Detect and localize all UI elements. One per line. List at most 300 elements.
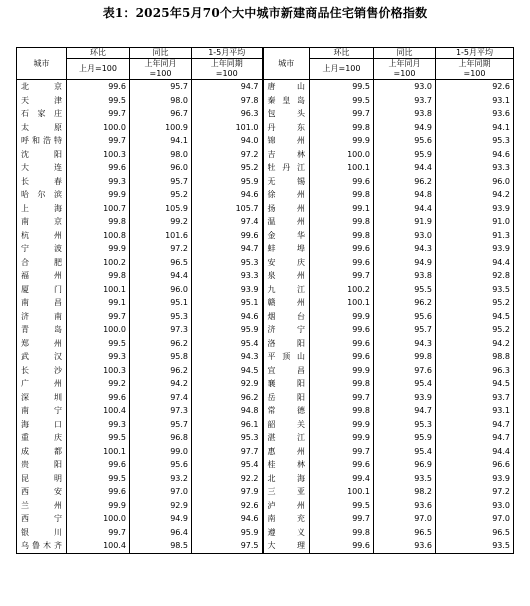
ytd-value-left: 95.4	[192, 337, 263, 351]
mom-value-right: 99.8	[310, 215, 374, 229]
table-row	[17, 404, 514, 418]
city-name-left: 昆明	[17, 472, 67, 486]
yoy-value-left: 99.0	[130, 445, 192, 459]
yoy-value-left: 95.7	[130, 175, 192, 189]
city-name-right: 三亚	[263, 485, 310, 499]
table-row	[17, 161, 514, 175]
yoy-value-left: 93.2	[130, 472, 192, 486]
ytd-value-right: 93.6	[436, 107, 514, 121]
mom-value-left: 100.7	[67, 202, 130, 216]
ytd-value-right: 94.7	[436, 418, 514, 432]
yoy-value-right: 95.6	[374, 310, 436, 324]
city-name-right: 南充	[263, 512, 310, 526]
yoy-value-right: 93.0	[374, 80, 436, 94]
yoy-value-right: 94.9	[374, 121, 436, 135]
city-name-right: 洛阳	[263, 337, 310, 351]
city-name-right: 泸州	[263, 499, 310, 513]
mom-value-left: 100.1	[67, 283, 130, 297]
mom-value-left: 99.5	[67, 472, 130, 486]
mom-value-right: 99.8	[310, 404, 374, 418]
mom-value-right: 99.6	[310, 539, 374, 553]
city-name-right: 秦皇岛	[263, 94, 310, 108]
yoy-value-left: 95.3	[130, 310, 192, 324]
city-name-right: 湛江	[263, 431, 310, 445]
mom-value-right: 99.8	[310, 229, 374, 243]
yoy-value-right: 93.7	[374, 94, 436, 108]
city-name-right: 宜昌	[263, 364, 310, 378]
table-row	[17, 485, 514, 499]
mom-value-right: 99.6	[310, 175, 374, 189]
table-row	[17, 80, 514, 94]
city-name-left: 银川	[17, 526, 67, 540]
mom-value-left: 100.0	[67, 323, 130, 337]
table-row	[17, 283, 514, 297]
header-yoy-left: 同比	[130, 48, 192, 59]
yoy-value-left: 96.0	[130, 283, 192, 297]
table-row	[17, 337, 514, 351]
ytd-value-left: 94.3	[192, 350, 263, 364]
city-name-right: 吉林	[263, 148, 310, 162]
city-name-right: 北海	[263, 472, 310, 486]
yoy-value-right: 94.3	[374, 337, 436, 351]
mom-value-right: 100.1	[310, 296, 374, 310]
yoy-value-left: 96.7	[130, 107, 192, 121]
table-row	[17, 202, 514, 216]
yoy-value-right: 94.8	[374, 188, 436, 202]
table-row	[17, 296, 514, 310]
mom-value-left: 99.7	[67, 134, 130, 148]
ytd-value-left: 97.2	[192, 148, 263, 162]
mom-value-right: 99.6	[310, 337, 374, 351]
yoy-value-left: 96.2	[130, 364, 192, 378]
table-row	[17, 121, 514, 135]
yoy-value-left: 98.0	[130, 148, 192, 162]
mom-value-left: 99.3	[67, 175, 130, 189]
city-name-right: 蚌埠	[263, 242, 310, 256]
header-city-left: 城市	[17, 48, 67, 80]
ytd-value-right: 93.5	[436, 283, 514, 297]
mom-value-left: 99.6	[67, 485, 130, 499]
ytd-value-right: 94.7	[436, 431, 514, 445]
yoy-value-left: 95.1	[130, 296, 192, 310]
yoy-value-left: 97.2	[130, 242, 192, 256]
city-name-right: 大理	[263, 539, 310, 553]
yoy-value-right: 95.5	[374, 283, 436, 297]
mom-value-left: 100.3	[67, 148, 130, 162]
mom-value-right: 99.9	[310, 431, 374, 445]
ytd-value-left: 95.2	[192, 161, 263, 175]
yoy-value-left: 94.2	[130, 377, 192, 391]
table-row	[17, 148, 514, 162]
mom-value-right: 99.9	[310, 310, 374, 324]
yoy-value-left: 105.9	[130, 202, 192, 216]
city-name-right: 泉州	[263, 269, 310, 283]
header-mom-base-left: 上月=100	[67, 59, 130, 80]
city-name-left: 南宁	[17, 404, 67, 418]
mom-value-right: 99.6	[310, 458, 374, 472]
mom-value-right: 99.5	[310, 499, 374, 513]
city-name-right: 岳阳	[263, 391, 310, 405]
city-name-left: 厦门	[17, 283, 67, 297]
city-name-right: 九江	[263, 283, 310, 297]
ytd-value-right: 97.0	[436, 512, 514, 526]
ytd-value-right: 97.2	[436, 485, 514, 499]
ytd-value-right: 91.3	[436, 229, 514, 243]
city-name-left: 重庆	[17, 431, 67, 445]
ytd-value-left: 92.6	[192, 499, 263, 513]
yoy-value-right: 95.4	[374, 377, 436, 391]
mom-value-left: 99.5	[67, 94, 130, 108]
ytd-value-left: 92.9	[192, 377, 263, 391]
table-row	[17, 526, 514, 540]
yoy-value-left: 94.1	[130, 134, 192, 148]
ytd-value-right: 93.9	[436, 472, 514, 486]
yoy-value-left: 95.7	[130, 418, 192, 432]
mom-value-right: 100.1	[310, 485, 374, 499]
mom-value-right: 99.6	[310, 242, 374, 256]
mom-value-right: 99.7	[310, 512, 374, 526]
ytd-value-left: 96.1	[192, 418, 263, 432]
table-row	[17, 323, 514, 337]
ytd-value-left: 97.5	[192, 539, 263, 553]
ytd-value-right: 96.6	[436, 458, 514, 472]
city-name-right: 牡丹江	[263, 161, 310, 175]
city-name-left: 南昌	[17, 296, 67, 310]
city-name-left: 青岛	[17, 323, 67, 337]
city-name-left: 天津	[17, 94, 67, 108]
ytd-value-right: 94.2	[436, 337, 514, 351]
city-name-right: 锦州	[263, 134, 310, 148]
ytd-value-left: 95.9	[192, 526, 263, 540]
city-name-right: 烟台	[263, 310, 310, 324]
yoy-value-right: 94.4	[374, 161, 436, 175]
yoy-value-right: 96.2	[374, 175, 436, 189]
ytd-value-left: 95.3	[192, 256, 263, 270]
ytd-value-right: 94.4	[436, 256, 514, 270]
header-yoy-base-right-2: =100	[374, 69, 436, 80]
table-row	[17, 539, 514, 553]
table-row	[17, 256, 514, 270]
header-ytd-base-left-1: 上年同期	[192, 59, 263, 70]
table-row	[17, 431, 514, 445]
mom-value-right: 100.1	[310, 161, 374, 175]
mom-value-right: 99.7	[310, 445, 374, 459]
header-yoy-right: 同比	[374, 48, 436, 59]
mom-value-right: 99.8	[310, 526, 374, 540]
yoy-value-right: 95.3	[374, 418, 436, 432]
city-name-right: 扬州	[263, 202, 310, 216]
yoy-value-right: 93.6	[374, 499, 436, 513]
header-mom-left: 环比	[67, 48, 130, 59]
city-name-left: 合肥	[17, 256, 67, 270]
table-row	[17, 418, 514, 432]
header-yoy-base-right-1: 上年同月	[374, 59, 436, 70]
mom-value-right: 99.8	[310, 121, 374, 135]
mom-value-right: 99.8	[310, 188, 374, 202]
yoy-value-left: 99.2	[130, 215, 192, 229]
mom-value-left: 99.6	[67, 161, 130, 175]
city-name-left: 兰州	[17, 499, 67, 513]
mom-value-left: 99.7	[67, 310, 130, 324]
ytd-value-left: 94.5	[192, 364, 263, 378]
city-name-left: 哈尔滨	[17, 188, 67, 202]
city-name-left: 广州	[17, 377, 67, 391]
ytd-value-right: 93.5	[436, 539, 514, 553]
yoy-value-right: 94.7	[374, 404, 436, 418]
ytd-value-right: 95.3	[436, 134, 514, 148]
table-row	[17, 364, 514, 378]
mom-value-left: 99.8	[67, 215, 130, 229]
mom-value-left: 99.9	[67, 499, 130, 513]
table-body	[17, 80, 514, 554]
yoy-value-left: 97.3	[130, 323, 192, 337]
header-yoy-base-left-2: =100	[130, 69, 192, 80]
mom-value-left: 99.5	[67, 337, 130, 351]
yoy-value-left: 94.9	[130, 512, 192, 526]
price-index-table	[16, 47, 514, 554]
city-name-left: 深圳	[17, 391, 67, 405]
yoy-value-left: 96.2	[130, 337, 192, 351]
yoy-value-left: 96.4	[130, 526, 192, 540]
city-name-right: 包头	[263, 107, 310, 121]
city-name-right: 金华	[263, 229, 310, 243]
ytd-value-left: 96.2	[192, 391, 263, 405]
yoy-value-left: 98.0	[130, 94, 192, 108]
ytd-value-right: 94.5	[436, 310, 514, 324]
city-name-left: 杭州	[17, 229, 67, 243]
city-name-right: 丹东	[263, 121, 310, 135]
yoy-value-right: 98.2	[374, 485, 436, 499]
ytd-value-left: 94.8	[192, 404, 263, 418]
ytd-value-left: 95.9	[192, 323, 263, 337]
ytd-value-right: 93.3	[436, 161, 514, 175]
yoy-value-right: 94.9	[374, 256, 436, 270]
ytd-value-left: 94.7	[192, 80, 263, 94]
mom-value-right: 100.0	[310, 148, 374, 162]
table-row	[17, 350, 514, 364]
mom-value-right: 99.9	[310, 134, 374, 148]
mom-value-left: 99.3	[67, 350, 130, 364]
mom-value-left: 99.3	[67, 418, 130, 432]
table-row	[17, 134, 514, 148]
ytd-value-left: 94.0	[192, 134, 263, 148]
yoy-value-right: 93.0	[374, 229, 436, 243]
mom-value-right: 99.8	[310, 377, 374, 391]
yoy-value-left: 92.9	[130, 499, 192, 513]
ytd-value-left: 97.7	[192, 445, 263, 459]
city-name-right: 惠州	[263, 445, 310, 459]
table-row	[17, 472, 514, 486]
mom-value-left: 99.2	[67, 377, 130, 391]
header-ytd-base-right-2: =100	[436, 69, 514, 80]
ytd-value-left: 94.7	[192, 242, 263, 256]
yoy-value-left: 96.8	[130, 431, 192, 445]
table-title: 表1：2025年5月70个大中城市新建商品住宅销售价格指数	[102, 6, 428, 20]
mom-value-left: 99.9	[67, 242, 130, 256]
mom-value-left: 99.7	[67, 526, 130, 540]
yoy-value-left: 97.0	[130, 485, 192, 499]
city-name-left: 成都	[17, 445, 67, 459]
ytd-value-left: 94.6	[192, 310, 263, 324]
mom-value-left: 99.5	[67, 431, 130, 445]
yoy-value-right: 93.5	[374, 472, 436, 486]
table-row	[17, 215, 514, 229]
mom-value-right: 99.5	[310, 94, 374, 108]
city-name-left: 长沙	[17, 364, 67, 378]
ytd-value-right: 93.7	[436, 391, 514, 405]
city-name-left: 乌鲁木齐	[17, 539, 67, 553]
ytd-value-left: 97.9	[192, 485, 263, 499]
header-ytd-right: 1-5月平均	[436, 48, 514, 59]
header-mom-right: 环比	[310, 48, 374, 59]
ytd-value-right: 98.8	[436, 350, 514, 364]
ytd-value-right: 93.9	[436, 242, 514, 256]
yoy-value-right: 93.6	[374, 539, 436, 553]
yoy-value-right: 91.9	[374, 215, 436, 229]
city-name-left: 海口	[17, 418, 67, 432]
city-name-left: 西安	[17, 485, 67, 499]
ytd-value-right: 93.0	[436, 499, 514, 513]
mom-value-left: 99.7	[67, 107, 130, 121]
yoy-value-right: 93.9	[374, 391, 436, 405]
mom-value-right: 99.6	[310, 256, 374, 270]
city-name-left: 石家庄	[17, 107, 67, 121]
yoy-value-right: 95.9	[374, 431, 436, 445]
ytd-value-right: 92.6	[436, 80, 514, 94]
yoy-value-left: 94.4	[130, 269, 192, 283]
city-name-right: 襄阳	[263, 377, 310, 391]
city-name-left: 北京	[17, 80, 67, 94]
mom-value-right: 99.9	[310, 418, 374, 432]
header-yoy-base-left-1: 上年同月	[130, 59, 192, 70]
city-name-left: 西宁	[17, 512, 67, 526]
city-name-left: 太原	[17, 121, 67, 135]
table-row	[17, 310, 514, 324]
mom-value-right: 99.7	[310, 391, 374, 405]
city-name-left: 济南	[17, 310, 67, 324]
yoy-value-left: 97.4	[130, 391, 192, 405]
ytd-value-right: 96.5	[436, 526, 514, 540]
header-ytd-left: 1-5月平均	[192, 48, 263, 59]
ytd-value-left: 95.9	[192, 175, 263, 189]
city-name-right: 赣州	[263, 296, 310, 310]
city-name-right: 安庆	[263, 256, 310, 270]
table-row	[17, 445, 514, 459]
city-name-right: 济宁	[263, 323, 310, 337]
table-row	[17, 229, 514, 243]
city-name-right: 唐山	[263, 80, 310, 94]
header-city-right: 城市	[263, 48, 310, 80]
yoy-value-right: 97.0	[374, 512, 436, 526]
yoy-value-right: 96.5	[374, 526, 436, 540]
ytd-value-left: 95.3	[192, 431, 263, 445]
table-row	[17, 499, 514, 513]
yoy-value-left: 96.5	[130, 256, 192, 270]
mom-value-left: 99.1	[67, 296, 130, 310]
mom-value-left: 100.8	[67, 229, 130, 243]
ytd-value-left: 97.8	[192, 94, 263, 108]
mom-value-right: 99.5	[310, 80, 374, 94]
city-name-left: 长春	[17, 175, 67, 189]
ytd-value-left: 93.3	[192, 269, 263, 283]
yoy-value-left: 95.7	[130, 80, 192, 94]
ytd-value-left: 101.0	[192, 121, 263, 135]
yoy-value-left: 95.2	[130, 188, 192, 202]
yoy-value-left: 101.6	[130, 229, 192, 243]
yoy-value-right: 96.9	[374, 458, 436, 472]
ytd-value-right: 94.5	[436, 377, 514, 391]
ytd-value-left: 96.3	[192, 107, 263, 121]
mom-value-left: 100.4	[67, 404, 130, 418]
yoy-value-right: 96.2	[374, 296, 436, 310]
yoy-value-right: 94.3	[374, 242, 436, 256]
table-row	[17, 391, 514, 405]
city-name-left: 宁波	[17, 242, 67, 256]
ytd-value-right: 94.6	[436, 148, 514, 162]
table-header	[17, 48, 514, 80]
city-name-right: 韶关	[263, 418, 310, 432]
mom-value-right: 99.4	[310, 472, 374, 486]
city-name-left: 大连	[17, 161, 67, 175]
table-row	[17, 188, 514, 202]
ytd-value-left: 95.4	[192, 458, 263, 472]
mom-value-right: 99.7	[310, 107, 374, 121]
ytd-value-right: 93.1	[436, 94, 514, 108]
yoy-value-left: 98.5	[130, 539, 192, 553]
yoy-value-right: 95.4	[374, 445, 436, 459]
table-row	[17, 458, 514, 472]
ytd-value-right: 95.2	[436, 323, 514, 337]
city-name-left: 上海	[17, 202, 67, 216]
yoy-value-right: 93.8	[374, 269, 436, 283]
yoy-value-right: 95.7	[374, 323, 436, 337]
ytd-value-right: 95.2	[436, 296, 514, 310]
table-row	[17, 377, 514, 391]
ytd-value-left: 99.6	[192, 229, 263, 243]
yoy-value-right: 95.6	[374, 134, 436, 148]
ytd-value-right: 94.4	[436, 445, 514, 459]
city-name-right: 温州	[263, 215, 310, 229]
mom-value-left: 99.6	[67, 80, 130, 94]
table-row	[17, 269, 514, 283]
yoy-value-left: 95.8	[130, 350, 192, 364]
yoy-value-left: 96.0	[130, 161, 192, 175]
mom-value-left: 100.2	[67, 256, 130, 270]
mom-value-left: 100.1	[67, 445, 130, 459]
yoy-value-right: 99.8	[374, 350, 436, 364]
yoy-value-left: 97.3	[130, 404, 192, 418]
ytd-value-left: 93.9	[192, 283, 263, 297]
table-row	[17, 175, 514, 189]
mom-value-left: 100.3	[67, 364, 130, 378]
mom-value-right: 99.7	[310, 269, 374, 283]
yoy-value-left: 95.6	[130, 458, 192, 472]
ytd-value-right: 93.9	[436, 202, 514, 216]
ytd-value-left: 94.6	[192, 188, 263, 202]
city-name-right: 徐州	[263, 188, 310, 202]
mom-value-left: 100.0	[67, 121, 130, 135]
header-mom-base-right: 上月=100	[310, 59, 374, 80]
mom-value-left: 99.8	[67, 269, 130, 283]
yoy-value-right: 97.6	[374, 364, 436, 378]
mom-value-right: 99.9	[310, 364, 374, 378]
ytd-value-right: 93.1	[436, 404, 514, 418]
city-name-left: 贵阳	[17, 458, 67, 472]
header-ytd-base-right-1: 上年同期	[436, 59, 514, 70]
mom-value-left: 99.6	[67, 391, 130, 405]
yoy-value-right: 94.4	[374, 202, 436, 216]
mom-value-left: 100.4	[67, 539, 130, 553]
